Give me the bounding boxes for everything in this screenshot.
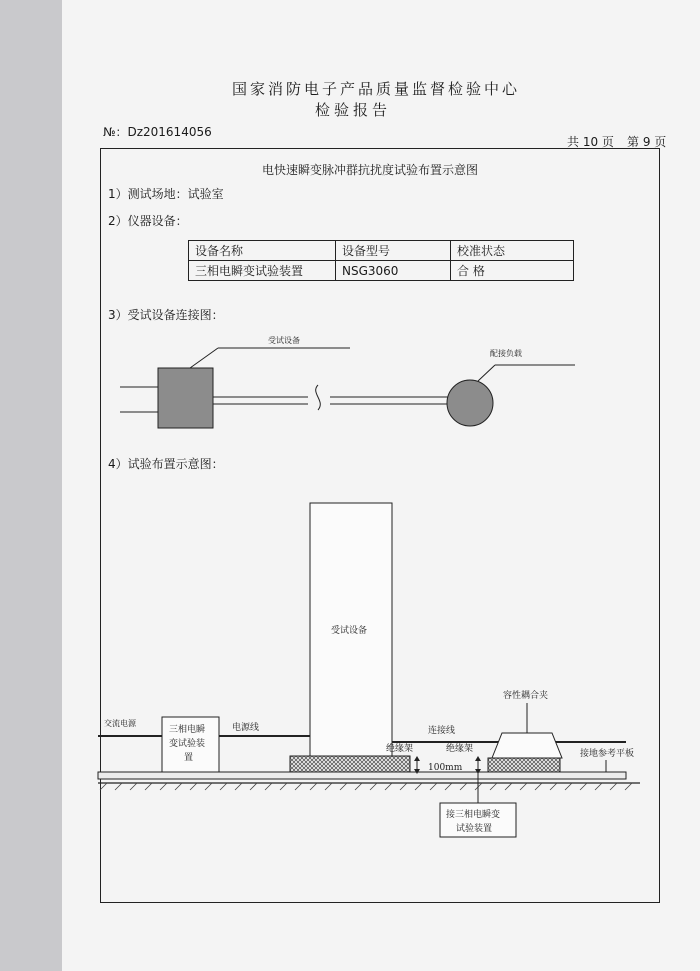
report-number: №：Dz201614056	[103, 125, 212, 139]
to-generator-label-1: 接三相电瞬变	[446, 810, 501, 820]
eut-label: 受试设备	[268, 336, 300, 345]
cell-model: NSG3060	[336, 261, 451, 281]
capacitive-clamp	[492, 733, 562, 758]
item-instruments: 2）仪器设备：	[108, 214, 188, 228]
insulator-support-1	[290, 756, 410, 772]
item-connection: 3）受试设备连接图：	[108, 308, 224, 322]
ac-power-label: 交流电源	[104, 719, 136, 728]
break-mark	[316, 385, 321, 410]
generator-label-3: 置	[184, 753, 194, 763]
insulator-support-2	[488, 758, 560, 772]
cell-name: 三相电瞬变试验装置	[189, 261, 336, 281]
clamp-label: 容性耦合夹	[503, 691, 549, 701]
report-title: 检验报告	[315, 101, 392, 119]
generator-label-2: 变试验装	[169, 739, 206, 749]
eut-tower-label: 受试设备	[331, 626, 368, 636]
insulator-label-2: 绝缘架	[446, 744, 474, 754]
page-current: 第 9 页	[627, 135, 667, 149]
item-layout: 4）试验布置示意图：	[108, 457, 224, 471]
power-line-label: 电源线	[232, 723, 260, 733]
header-cell: 设备名称	[189, 241, 336, 261]
connect-line-label: 连接线	[428, 726, 456, 736]
to-generator-label-2: 试验装置	[456, 824, 493, 834]
load-circle	[447, 380, 493, 426]
pages-total: 共 10 页	[567, 135, 614, 149]
eut-box	[158, 368, 213, 428]
ground-plane-label: 接地参考平板	[580, 749, 635, 759]
generator-label-1: 三相电瞬	[169, 725, 206, 735]
header-cell: 校准状态	[451, 241, 574, 261]
height-label: 100mm	[428, 763, 463, 773]
org-title: 国家消防电子产品质量监督检验中心	[232, 80, 521, 98]
header-cell: 设备型号	[336, 241, 451, 261]
section-title: 电快速瞬变脉冲群抗扰度试验布置示意图	[262, 163, 479, 177]
cell-status: 合 格	[451, 261, 574, 281]
load-label: 配接负载	[490, 349, 522, 358]
connection-diagram	[120, 335, 575, 428]
ground-plane	[98, 772, 626, 779]
layout-diagram	[98, 503, 640, 837]
insulator-label-1: 绝缘架	[386, 744, 414, 754]
item-test-site: 1）测试场地：试验室	[108, 187, 224, 201]
